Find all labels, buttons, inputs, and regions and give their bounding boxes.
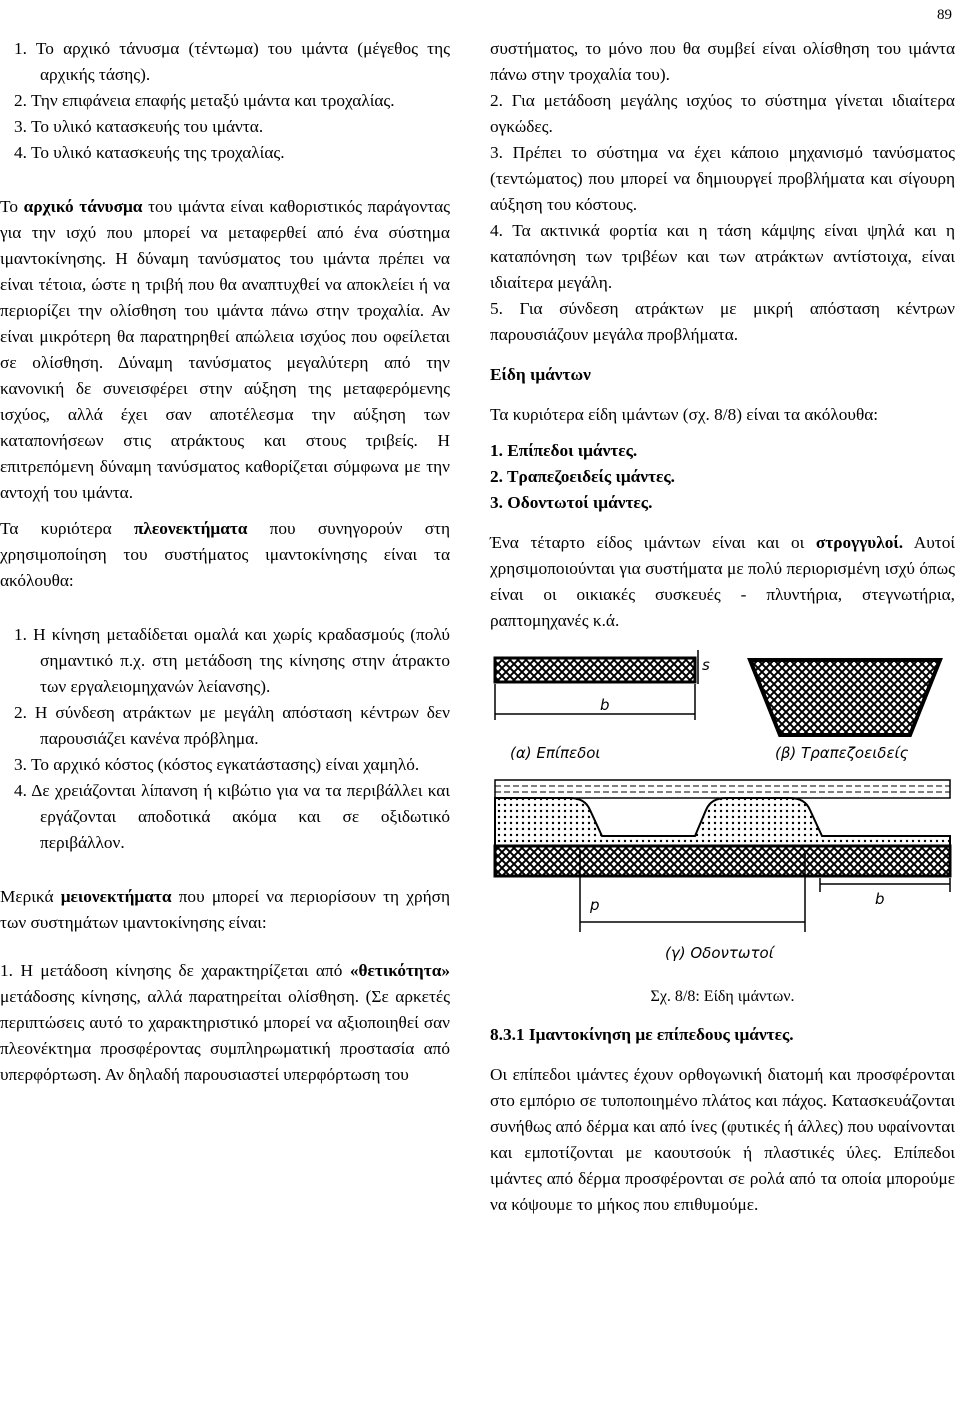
left-column xyxy=(0,36,450,1088)
section-heading: 8.3.1 Ιμαντοκίνηση με επίπεδους ιμάντες. xyxy=(490,1025,794,1044)
belt-types-drawing xyxy=(490,640,955,980)
disadvantage-item: 5. Για σύνδεση ατράκτων με μικρή απόσταση κέντρων παρουσιάζουν μεγάλα προβλήματα. xyxy=(490,299,955,344)
types-list xyxy=(490,438,955,516)
factor-item: 1. Το αρχικό τάνυσμα (τέντωμα) του ιμάντα (μέγεθος της αρχικής τάσης). xyxy=(14,39,450,84)
dimension-p-label: p xyxy=(590,896,600,914)
figure-caption: Σχ. 8/8: Είδη ιμάντων. xyxy=(650,988,795,1005)
factor-item: 2. Την επιφάνεια επαφής μεταξύ ιμάντα και τροχαλίας. xyxy=(14,91,395,110)
advantage-item: 3. Το αρχικό κόστος (κόστος εγκατάστασης) είναι χαμηλό. xyxy=(14,755,420,774)
toothed-belt-label: (γ) Οδοντωτοί xyxy=(665,944,774,962)
factor-item: 3. Το υλικό κατασκευής του ιμάντα. xyxy=(14,117,264,136)
type-item: 1. Επίπεδοι ιμάντες. xyxy=(490,441,638,460)
continued-text: συστήματος, το μόνο που θα συμβεί είναι ολίσθηση του ιμάντα πάνω στην τροχαλία του). xyxy=(490,39,955,84)
advantages-intro: Τα κυριότερα πλεονεκτήματα που συνηγορούν στη χρησιμοποίηση του συστήματος ιμαντοκίνησης είναι τα ακόλουθα: xyxy=(0,519,450,590)
bold-term: αρχικό τάνυσμα xyxy=(23,197,143,216)
bold-term: μειονεκτήματα xyxy=(60,887,172,906)
round-belts-paragraph: Ένα τέταρτο είδος ιμάντων είναι και οι στρογγυλοί. Αυτοί χρησιμοποιούνται για συστήματα με πολύ περιορισμένη ισχύ όπως είναι οι οικιακές συσκευές - πλυντήρια, στεγνωτήρια, ραπτομηχανές κ.ά. xyxy=(490,533,955,630)
advantage-item: 2. Η σύνδεση ατράκτων με μεγάλη απόσταση κέντρων δεν παρουσιάζει κανένα πρόβλημα. xyxy=(14,703,450,748)
trapezoid-belt-label: (β) Τραπεζοειδείς xyxy=(775,744,909,762)
types-heading: Είδη ιμάντων xyxy=(490,365,591,384)
right-column xyxy=(490,36,955,1218)
bold-term: πλεονεκτήματα xyxy=(133,519,248,538)
disadvantages-intro: Μερικά μειονεκτήματα που μπορεί να περιορίσουν τη χρήση των συστημάτων ιμαντοκίνησης είναι: xyxy=(0,887,450,932)
belt-types-figure xyxy=(490,640,955,980)
dimension-s-label: s xyxy=(702,656,710,674)
factors-list xyxy=(0,36,450,166)
disadvantage-item: 1. Η μετάδοση κίνησης δε χαρακτηρίζεται από «θετικότητα» μετάδοσης κίνησης, αλλά παρατηρείται ολίσθηση. (Σε αρκετές περιπτώσεις αυτό το χαρακτηριστικό μπορεί να αξιοποιηθεί σαν πλεονέκτημα προσφέροντας συμπληρωματική προστασία από υπερφόρτωση. Αν δηλαδή παρουσιαστεί υπερφόρτωση του xyxy=(0,961,450,1084)
disadvantage-item: 2. Για μετάδοση μεγάλης ισχύος το σύστημα γίνεται ιδιαίτερα ογκώδες. xyxy=(490,91,955,136)
type-item: 3. Οδοντωτοί ιμάντες. xyxy=(490,493,653,512)
disadvantage-item: 4. Τα ακτινικά φορτία και η τάση κάμψης είναι ψηλά και η καταπόνηση των τριβέων και των ατράκτων αντίστοιχα, είναι ιδιαίτερα μεγάλη. xyxy=(490,221,955,292)
disadvantage-item: 3. Πρέπει το σύστημα να έχει κάποιο μηχανισμό τανύσματος (τεντώματος) που μπορεί να δημιουργεί προβλήματα και σίγουρη αύξηση του κόστους. xyxy=(490,143,955,214)
dimension-b-label: b xyxy=(875,890,885,908)
factor-item: 4. Το υλικό κατασκευής της τροχαλίας. xyxy=(14,143,285,162)
page-number: 89 xyxy=(937,7,952,23)
types-intro: Τα κυριότερα είδη ιμάντων (σχ. 8/8) είναι τα ακόλουθα: xyxy=(490,405,879,424)
dimension-b-label: b xyxy=(600,696,610,714)
bold-term: «θετικότητα» xyxy=(349,961,450,980)
advantage-item: 4. Δε χρειάζονται λίπανση ή κιβώτιο για να τα περιβάλλει και εργάζονται αποδοτικά ακόμα και σε οξιδωτικό περιβάλλον. xyxy=(14,781,450,852)
type-item: 2. Τραπεζοειδείς ιμάντες. xyxy=(490,467,675,486)
bold-term: στρογγυλοί. xyxy=(815,533,904,552)
disadvantages-list xyxy=(490,88,955,348)
flat-belt-label: (α) Επίπεδοι xyxy=(510,744,601,762)
advantages-list xyxy=(0,622,450,856)
flat-belts-paragraph: Οι επίπεδοι ιμάντες έχουν ορθογωνική διατομή και προσφέρονται στο εμπόριο σε τυποποιημένο πλάτος και πάχος. Κατασκευάζονται συνήθως από δέρμα και από ίνες (φυτικές ή άλλες) που υφαίνονται και εμποτίζονται με καουτσούκ ή πλαστικές ύλες. Επίπεδοι ιμάντες από δέρμα προσφέρονται σε ρολά από τα οποία μπορούμε να κόψουμε το μήκος που επιθυμούμε. xyxy=(490,1065,955,1214)
tension-paragraph: Το αρχικό τάνυσμα του ιμάντα είναι καθοριστικός παράγοντας για την ισχύ που μπορεί να μεταφερθεί από ένα σύστημα ιμαντοκίνησης. Η δύναμη τανύσματος του ιμάντα πρέπει να είναι τέτοια, ώστε η τριβή που θα αναπτυχθεί να αποκλείει ή να περιορίζει την ολίσθηση του ιμάντα πάνω στην τροχαλία. Αν είναι μικρότερη θα παρατηρηθεί απώλεια ισχύος που οφείλεται σε ολίσθηση. Δύναμη τανύσματος μεγαλύτερη από την κανονική δε συνεισφέρει στην αύξηση της μεταφερόμενης ισχύος, αλλά έχει σαν αποτέλεσμα την αύξηση των καταπονήσεων στις ατράκτους και στους τριβείς. Η επιτρεπόμενη δύναμη τανύσματος καθορίζεται σύμφωνα με την αντοχή του ιμάντα. xyxy=(0,197,450,502)
advantage-item: 1. Η κίνηση μεταδίδεται ομαλά και χωρίς κραδασμούς (πολύ σημαντικό π.χ. στη μετάδοση της κίνησης στην άτρακτο των εργαλειομηχανών λείανσης). xyxy=(14,625,450,696)
